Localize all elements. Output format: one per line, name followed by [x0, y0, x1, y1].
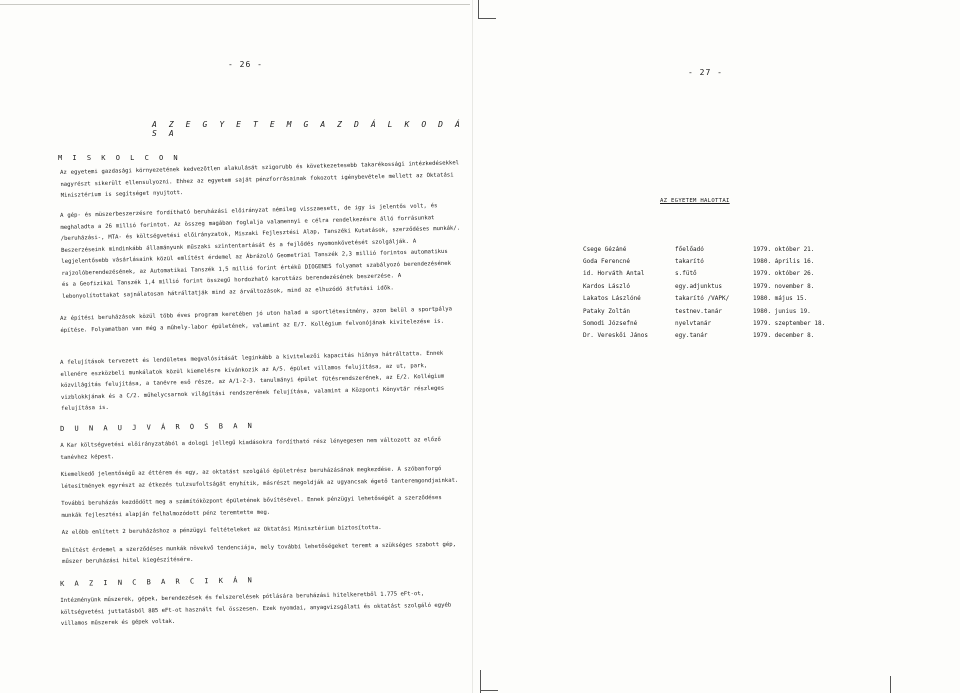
- deceased-list: [583, 243, 883, 342]
- page-number: - 26 -: [228, 60, 263, 69]
- list-item: [583, 255, 883, 267]
- person-role: testnev.tanár: [675, 307, 722, 315]
- death-date: 1979. október 21.: [753, 245, 815, 253]
- person-name: Csege Gézáné: [583, 245, 627, 253]
- death-date: 1980. junius 19.: [753, 307, 811, 315]
- person-role: s.fütő: [675, 270, 697, 278]
- death-date: 1979. december 8.: [753, 332, 815, 340]
- dunaujvaros-item: A Kar költségvetési előirányzatából a dologi jellegű kiadásokra fordítható rész lényegesen nem változott az előző tanévhez képest.: [60, 437, 441, 461]
- dunaujvaros-item: Az előbb említett 2 beruházáshoz a pénzügyi feltételeket az Oktatási Minisztérium biztosította.: [61, 524, 382, 536]
- death-date: 1979. november 8.: [753, 282, 815, 290]
- list-item: [583, 293, 883, 305]
- death-date: 1980. május 15.: [753, 295, 808, 303]
- person-name: Lakatos Lászlóné: [583, 295, 641, 303]
- person-role: takarító: [675, 258, 704, 266]
- person-role: főelőadó: [675, 245, 704, 253]
- kazincbarcika-paragraph: Intézményünk műszerek, gépek, berendezések és felszerelések pótlására beruházási hitelkeretből 1.775 eFt-ot, költségvetési juttatásból 885 eFt-ot használt fel összesen. Ezek nyomdai, anyagvizsgálati és oktatást szolgáló egyéb villamos műszerek és gépek voltak.: [60, 591, 452, 627]
- list-item: [583, 280, 883, 292]
- death-date: 1979. október 26.: [753, 270, 815, 278]
- person-name: Pataky Zoltán: [583, 307, 630, 315]
- list-item: [583, 268, 883, 280]
- person-name: Somodi Józsefné: [583, 320, 638, 328]
- miskolc-paragraph-4: A felujítások tervezett és lendületes megvalósítását leginkább a kivitelezői kapacitás hiánya hátráltatta. Ennek ellenére eszközbeli munkálatok közül kiemelésre kívánkozik az A/5. épület villamos felujítása, az ut, park, közvilágítás felujítása, a tanévre eső része, az A/1-2-3. tanulmányi épület fütésrendszerének, az E/2. Kollégium vizblokkjának és a C/2. műhelycsarnok világítási rendszerének felujítása, valamint a Központi Könyvtár részleges felujítása is.: [60, 350, 445, 412]
- person-role: takarító /VAPK/: [675, 295, 730, 303]
- list-item: [583, 317, 883, 329]
- death-date: 1980. április 16.: [753, 258, 815, 266]
- person-name: Kardos László: [583, 282, 630, 290]
- right-page: [470, 0, 960, 693]
- section-title: A Z E G Y E T E M G A Z D Á L K O D Á S A: [152, 120, 464, 138]
- list-item: [583, 330, 883, 342]
- list-item: [583, 305, 883, 317]
- kazincbarcika-section: [60, 572, 461, 630]
- dunaujvaros-item: Kiemelkedő jelentőségű az éttérem és egy, az oktatást szolgáló épületrész beruházásának megkezdése. A szóbanforgó létesítmények egyrészt az étkezés tulzsufoltságát enyhítik, másrészt megoldják az ugyancsak égető tanteremgondjainkat.: [60, 466, 459, 490]
- person-name: id. Horváth Antal: [583, 270, 645, 278]
- person-name: Goda Ferencné: [583, 258, 630, 266]
- person-role: nyelvtanár: [675, 320, 712, 328]
- death-date: 1979. szeptember 18.: [753, 320, 826, 328]
- dunaujvaros-heading: D U N A U J V Á R O S B A N: [60, 421, 255, 433]
- deceased-heading: AZ EGYETEM HALOTTAI: [660, 198, 730, 204]
- person-name: Dr. Vereskői János: [583, 332, 649, 340]
- list-item: [583, 243, 883, 255]
- left-page: [0, 0, 470, 693]
- miskolc-paragraph-3: Az építési beruházások közül több éves program keretében jó uton halad a sportlétesítmény, azon belül a sportpálya építése. Folyamatban van még a műhely-labor épületének, valamint az E/7. Kollégium felvonójának kivitelezése is.: [60, 306, 453, 334]
- person-role: egy.adjunktus: [675, 282, 722, 290]
- dunaujvaros-item: További beruházás kezdődött meg a számítóközpont épületének bővítésével. Ennek pénzügyi lehetőségét a szerződéses munkák fejlesztési alapján felhalmozódott pénz teremtette meg.: [61, 495, 442, 519]
- miskolc-paragraph-1: Az egyetemi gazdasági környezetének kedvezőtlen alakulását szigorubb és következetesebb takarékossági intézkedésekkel nagyrészt sikerült ellensulyozni. Ehhez az egyetem saját pénzforrásainak fokozott igénybevétele mellett az Oktatási Minisztérium is segítséget nyujtott.: [60, 160, 460, 199]
- dunaujvaros-section: [60, 419, 462, 575]
- person-role: egy.tanár: [675, 332, 708, 340]
- miskolc-paragraph-2: A gép- és müszerbeszerzésre fordítható beruházási előirányzat némileg visszaesett, de igy is jelentős volt, és meghaladta a 26 millió forintot. Az összeg magában foglalja valamennyi e célra rendelkezésre álló forrásunkat /beruházási-, MTA- és költségvetési előirányzatok, Miszaki Fejlesztési Alap, Tanszéki Kutatások, szerződéses munkák/. Beszerzéseink mindinkább államányunk műszaki szintentartását és a fejlődés nyomonkövetését szolgálják. A legjelentősebb vásárlásaink közül említést érdemel az Ábrázoló Geometriai Tanszék 2,3 millió forintos automatikus rajzolóberendezésének, az Automatikai Tanszék 1,5 millió forint értékű DIOGENES folyamat szabályozó berendezésének és a Geofizikai Tanszék 1,4 millió forint összegű hordozható karottázs berendezésének beszerzése. A lebonyolítottakat sajnálatosan hátráltatják mind az árváltozások, mind az elhuzódó átfutási idők.: [60, 203, 461, 300]
- kazincbarcika-heading: K A Z I N C B A R C I K Á N: [60, 576, 255, 588]
- dunaujvaros-item: Említést érdemel a szerződéses munkák növekvő tendenciája, mely további lehetőségeket teremt a szükséges szabott gép, műszer beruházási hitel kiegészítésére.: [61, 541, 457, 565]
- page-number: - 27 -: [688, 68, 723, 77]
- miskolc-heading: M I S K O L C O N: [58, 154, 181, 162]
